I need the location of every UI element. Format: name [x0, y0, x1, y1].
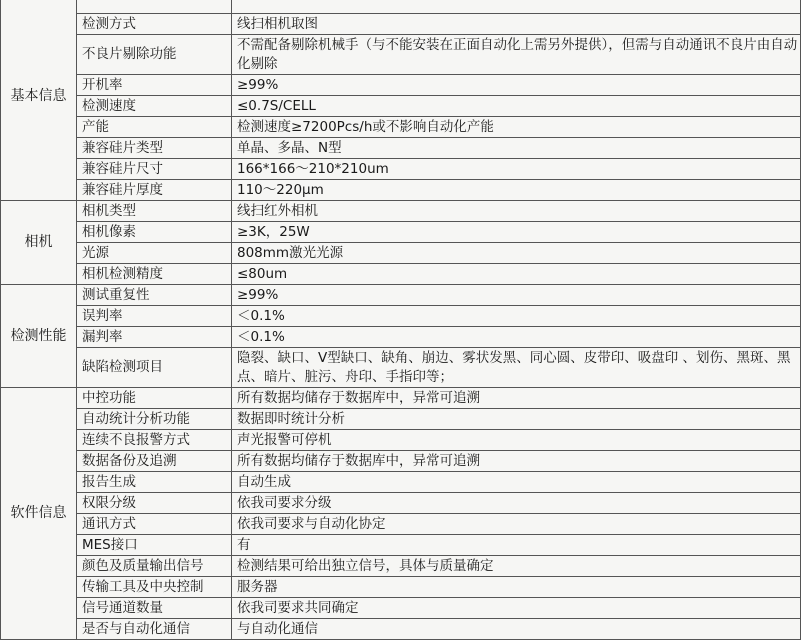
- item-value: 线扫红外相机: [232, 201, 801, 222]
- item-label: 信号通道数量: [77, 598, 232, 619]
- item-value: 依我司要求共同确定: [232, 598, 801, 619]
- table-row: [1, 264, 801, 285]
- item-label: 不良片剔除功能: [77, 35, 232, 75]
- item-value: 166*166～210*210um: [232, 159, 801, 180]
- item-value: ≥3K，25W: [232, 222, 801, 243]
- table-row: [1, 0, 801, 14]
- item-value: 808mm激光光源: [232, 243, 801, 264]
- item-value: ≤0.7S/CELL: [232, 96, 801, 117]
- item-label: 颜色及质量输出信号: [77, 556, 232, 577]
- item-label: MES接口: [77, 535, 232, 556]
- table-row: [1, 619, 801, 640]
- table-row: [1, 493, 801, 514]
- table-row: [1, 222, 801, 243]
- item-label: 检测速度: [77, 96, 232, 117]
- item-label: 是否与自动化通信: [77, 619, 232, 640]
- item-value: 线扫相机取图: [232, 14, 801, 35]
- item-value: 所有数据均储存于数据库中，异常可追溯: [232, 451, 801, 472]
- table-row: [1, 348, 801, 388]
- item-label: 传输工具及中央控制: [77, 577, 232, 598]
- table-row: [1, 159, 801, 180]
- table-row: [1, 472, 801, 493]
- item-value: ≥99%: [232, 285, 801, 306]
- item-label: 测试重复性: [77, 285, 232, 306]
- item-label: 误判率: [77, 306, 232, 327]
- item-value: ≤80um: [232, 264, 801, 285]
- table-row: [1, 117, 801, 138]
- category-software: 软件信息: [1, 388, 77, 640]
- category-performance: 检测性能: [1, 285, 77, 388]
- item-label: 相机类型: [77, 201, 232, 222]
- item-label: 光源: [77, 243, 232, 264]
- category-basic: 基本信息: [1, 0, 77, 201]
- item-label: 相机检测精度: [77, 264, 232, 285]
- table-row: [1, 577, 801, 598]
- item-value: 不需配备剔除机械手（与不能安装在正面自动化上需另外提供），但需与自动通讯不良片由自动化剔除: [232, 35, 801, 75]
- table-row: [1, 327, 801, 348]
- item-label: 检测方式: [77, 14, 232, 35]
- item-label: 缺陷检测项目: [77, 348, 232, 388]
- item-value: 110～220μm: [232, 180, 801, 201]
- item-label: 兼容硅片厚度: [77, 180, 232, 201]
- item-label: 兼容硅片尺寸: [77, 159, 232, 180]
- item-label: 连续不良报警方式: [77, 430, 232, 451]
- table-row: [1, 96, 801, 117]
- item-label: 权限分级: [77, 493, 232, 514]
- item-value: 依我司要求与自动化协定: [232, 514, 801, 535]
- item-label: [77, 0, 232, 14]
- category-camera: 相机: [1, 201, 77, 285]
- item-value: 声光报警可停机: [232, 430, 801, 451]
- item-label: 自动统计分析功能: [77, 409, 232, 430]
- table-row: [1, 430, 801, 451]
- item-label: 相机像素: [77, 222, 232, 243]
- table-row: [1, 306, 801, 327]
- table-row: [1, 138, 801, 159]
- item-label: 兼容硅片类型: [77, 138, 232, 159]
- item-label: 开机率: [77, 75, 232, 96]
- item-value: 自动生成: [232, 472, 801, 493]
- item-value: 有: [232, 535, 801, 556]
- item-label: 产能: [77, 117, 232, 138]
- table-row: [1, 285, 801, 306]
- table-row: [1, 556, 801, 577]
- item-label: 漏判率: [77, 327, 232, 348]
- item-value: ≥99%: [232, 75, 801, 96]
- table-row: [1, 35, 801, 75]
- table-row: [1, 75, 801, 96]
- item-value: 依我司要求分级: [232, 493, 801, 514]
- item-label: 中控功能: [77, 388, 232, 409]
- table-row: [1, 388, 801, 409]
- item-value: ＜0.1%: [232, 327, 801, 348]
- item-label: 通讯方式: [77, 514, 232, 535]
- table-row: [1, 598, 801, 619]
- item-value: 检测速度≥7200Pcs/h或不影响自动化产能: [232, 117, 801, 138]
- item-value: 数据即时统计分析: [232, 409, 801, 430]
- table-row: [1, 14, 801, 35]
- item-value: 与自动化通信: [232, 619, 801, 640]
- table-row: [1, 201, 801, 222]
- item-value: 单晶、多晶、N型: [232, 138, 801, 159]
- item-value: ＜0.1%: [232, 306, 801, 327]
- table-row: [1, 243, 801, 264]
- item-value: 所有数据均储存于数据库中，异常可追溯: [232, 388, 801, 409]
- item-value: 服务器: [232, 577, 801, 598]
- item-value: [232, 0, 801, 14]
- item-label: 数据备份及追溯: [77, 451, 232, 472]
- table-row: [1, 180, 801, 201]
- table-row: [1, 535, 801, 556]
- item-value: 隐裂、缺口、V型缺口、缺角、崩边、雾状发黑、同心圆、皮带印、吸盘印 、划伤、黑斑、黑点、暗片、脏污、舟印、手指印等；: [232, 348, 801, 388]
- item-label: 报告生成: [77, 472, 232, 493]
- table-row: [1, 514, 801, 535]
- item-value: 检测结果可给出独立信号，具体与质量确定: [232, 556, 801, 577]
- table-row: [1, 409, 801, 430]
- table-row: [1, 451, 801, 472]
